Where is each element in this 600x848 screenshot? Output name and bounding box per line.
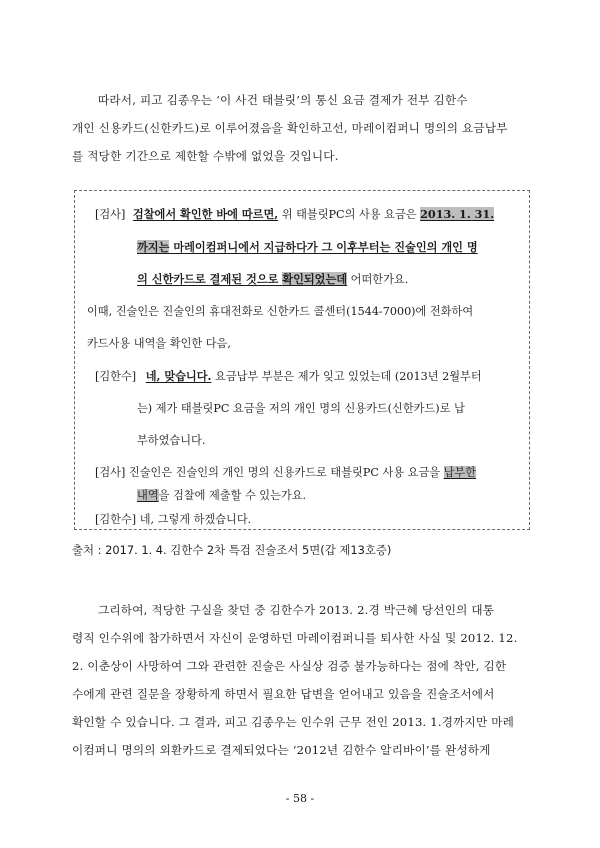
question-text: 진술인은 진술인의 개인 명의 신용카드로 태블릿PC 사용 요금을 — [125, 466, 444, 479]
speaker-label-kim: [김한수] — [95, 513, 137, 526]
answer-1-line-1 — [95, 368, 482, 384]
body-line-2: 령직 인수위에 참가하면서 자신이 운영하던 마레이컴퍼니를 퇴사한 사실 및 2012. 12. — [72, 631, 518, 645]
highlighted-text: 까지는 — [137, 240, 170, 254]
body-line-1: 그리하여, 적당한 구실을 찾던 중 김한수가 2013. 2.경 박근혜 당선인의 대통 — [98, 603, 495, 617]
question-text: 을 검찰에 제출할 수 있는가요. — [158, 489, 307, 502]
prosecutor-question-1-line-1 — [95, 206, 494, 222]
prosecutor-question-1-line-3 — [137, 271, 408, 287]
answer-text: 네, 그렇게 하겠습니다. — [136, 513, 252, 526]
body-line-4: 수에게 관련 질문을 장황하게 하면서 필요한 답변을 얻어내고 있음을 진술조서에서 — [72, 687, 495, 701]
highlighted-text: 내역 — [137, 489, 159, 502]
note-line-1: 이때, 진술인은 진술인의 휴대전화로 신한카드 콜센터(1544-7000)에 전화하여 — [87, 305, 474, 318]
question-text: 위 태블릿PC의 사용 요금은 — [278, 208, 421, 221]
highlighted-date: 2013. 1. 31. — [420, 207, 495, 221]
speaker-label-prosecutor: [검사] — [95, 208, 126, 221]
highlighted-text: 납부한 — [443, 466, 477, 479]
prosecutor-question-2-line-2 — [137, 487, 306, 503]
emphasis-text: 의 신한카드로 결제된 것으로 — [137, 272, 283, 286]
question-text: 어떠한가요. — [347, 273, 409, 286]
emphasis-text: 마레이컴퍼니에서 지급하다가 그 이후부터는 진술인의 개인 명 — [169, 240, 478, 254]
emphasis-text: 네, 맞습니다. — [145, 369, 212, 383]
answer-2-line — [95, 511, 251, 527]
page-number: - 58 - — [285, 792, 315, 805]
testimony-excerpt-box — [74, 190, 530, 530]
intro-line-2: 개인 신용카드(신한카드)로 이루어졌음을 확인하고선, 마레이컴퍼니 명의의 요금납부 — [72, 121, 508, 135]
answer-text: 요금납부 부분은 제가 잊고 있었는데 (2013년 2월부터 — [211, 370, 482, 383]
answer-1-line-2: 는) 제가 태블릿PC 요금을 저의 개인 명의 신용카드(신한카드)로 납 — [137, 402, 465, 415]
highlighted-text: 확인되었는데 — [282, 272, 348, 286]
prosecutor-question-1-line-2 — [137, 239, 478, 255]
body-line-5: 확인할 수 있습니다. 그 결과, 피고 김종우는 인수위 근무 전인 2013. 1.경까지만 마레 — [72, 715, 515, 729]
prosecutor-question-2-line-1 — [95, 464, 476, 480]
source-caption: 출처 : 2017. 1. 4. 김한수 2차 특검 진술조서 5면(갑 제13호증) — [72, 543, 392, 557]
body-line-6: 이컴퍼니 명의의 외환카드로 결제되었다는 ‘2012년 김한수 알리바이’를 완성하게 — [72, 743, 491, 757]
speaker-label-kim: [김한수] — [95, 370, 137, 383]
body-line-3: 2. 이춘상이 사망하여 그와 관련한 진술은 사실상 검증 불가능하다는 점에 착안, 김한 — [72, 659, 507, 673]
note-line-2: 카드사용 내역을 확인한 다음, — [87, 337, 231, 350]
emphasis-text: 검찰에서 확인한 바에 따르면, — [132, 207, 279, 221]
answer-1-line-3: 부하였습니다. — [137, 434, 206, 447]
speaker-label-prosecutor: [검사] — [95, 466, 126, 479]
intro-line-1: 따라서, 피고 김종우는 ‘이 사건 태블릿’의 통신 요금 결제가 전부 김한수 — [98, 93, 468, 107]
intro-line-3: 를 적당한 기간으로 제한할 수밖에 없었을 것입니다. — [72, 149, 339, 163]
